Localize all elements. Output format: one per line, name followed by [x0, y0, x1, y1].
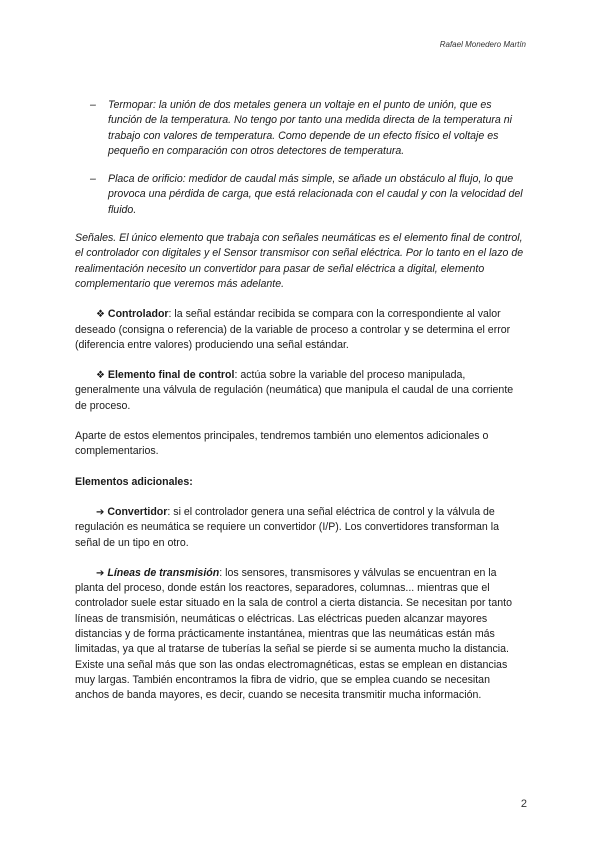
elemento-final-term: Elemento final de control [107, 369, 235, 382]
page-header-author: Rafael Monedero Martín [439, 40, 526, 49]
controlador-term: Controlador [107, 308, 169, 321]
document-body [75, 98, 527, 704]
diamond-bullet-icon: ❖ [96, 309, 105, 321]
aparte-paragraph: Aparte de estos elementos principales, tendremos también uno elementos adicionales o complementarios. [75, 430, 489, 458]
lineas-paragraph [75, 566, 527, 704]
list-item-termopar [90, 98, 527, 159]
lineas-term: Líneas de transmisión [107, 566, 220, 579]
lineas-text: : los sensores, transmisores y válvulas se encuentran en la planta del proceso, donde están los reactores, separadores, columnas... mientras que el controlador suele estar situado en la sala de control a cierta distancia. Se necesitan por tanto líneas de transmisión, neumáticas o eléctricas. Las eléctricas pueden alcanzar mayores distancias y de forma prácticamente instantánea, mientras que las neumáticas están más limitadas, ya que al tratarse de tuberías la señal se pierde si se aumenta mucho la distancia. Existe una señal más que son las ondas electromagnéticas, estas se emplean en distancias muy largas. También encontramos la fibra de vidrio, que se emplea cuando se necesitan anchos de banda mayores, es decir, cuando se necesita transmitir mucha información. [75, 566, 512, 702]
senales-paragraph: Señales. El único elemento que trabaja con señales neumáticas es el elemento final de control, el controlador con digitales y el Sensor transmisor con señal eléctrica. Por lo tanto en el lazo de realimentación necesito un convertidor para pasar de señal eléctrica a digital, elemento complementario que veremos más adelante. [75, 232, 524, 290]
convertidor-term: Convertidor [107, 505, 168, 518]
controlador-paragraph [75, 307, 527, 353]
section-title: Elementos adicionales: [75, 475, 193, 488]
elemento-final-text: : actúa sobre la variable del proceso manipulada, generalmente una válvula de regulación (neumática) que manipula el caudal de una corriente de proceso. [75, 369, 514, 412]
convertidor-paragraph [75, 505, 527, 551]
controlador-text: : la señal estándar recibida se compara con la correspondiente al valor deseado (consigna o referencia) de la variable de proceso a controlar y se determina el error (diferencia entre valores) produciendo una señal estándar. [75, 308, 511, 351]
diamond-bullet-icon: ❖ [96, 370, 105, 382]
elemento-final-paragraph [75, 368, 527, 414]
list-item-placa-orificio [90, 172, 527, 218]
arrow-bullet-icon: ➔ [96, 567, 105, 579]
list-item-text: Termopar: la unión de dos metales genera un voltaje en el punto de unión, que es función de la temperatura. No tengo por tanto una medida directa de la temperatura ni trabajo con valores de temperatura. Como depende de un efecto físico el voltaje es pequeño en comparación con otros detectores de temperatura. [108, 99, 512, 157]
dash-marker: – [90, 173, 96, 186]
dash-marker: – [90, 99, 96, 111]
list-item-text: Placa de orificio: medidor de caudal más simple, se añade un obstáculo al flujo, lo que provoca una pérdida de carga, que está relacionada con el caudal y con la velocidad del fluido. [108, 173, 523, 216]
convertidor-text: : si el controlador genera una señal eléctrica de control y la válvula de regulación es neumática se requiere un convertidor (I/P). Los convertidores transforman la señal de un tipo en otro. [75, 505, 499, 549]
arrow-bullet-icon: ➔ [96, 506, 105, 518]
page-number: 2 [520, 798, 527, 810]
